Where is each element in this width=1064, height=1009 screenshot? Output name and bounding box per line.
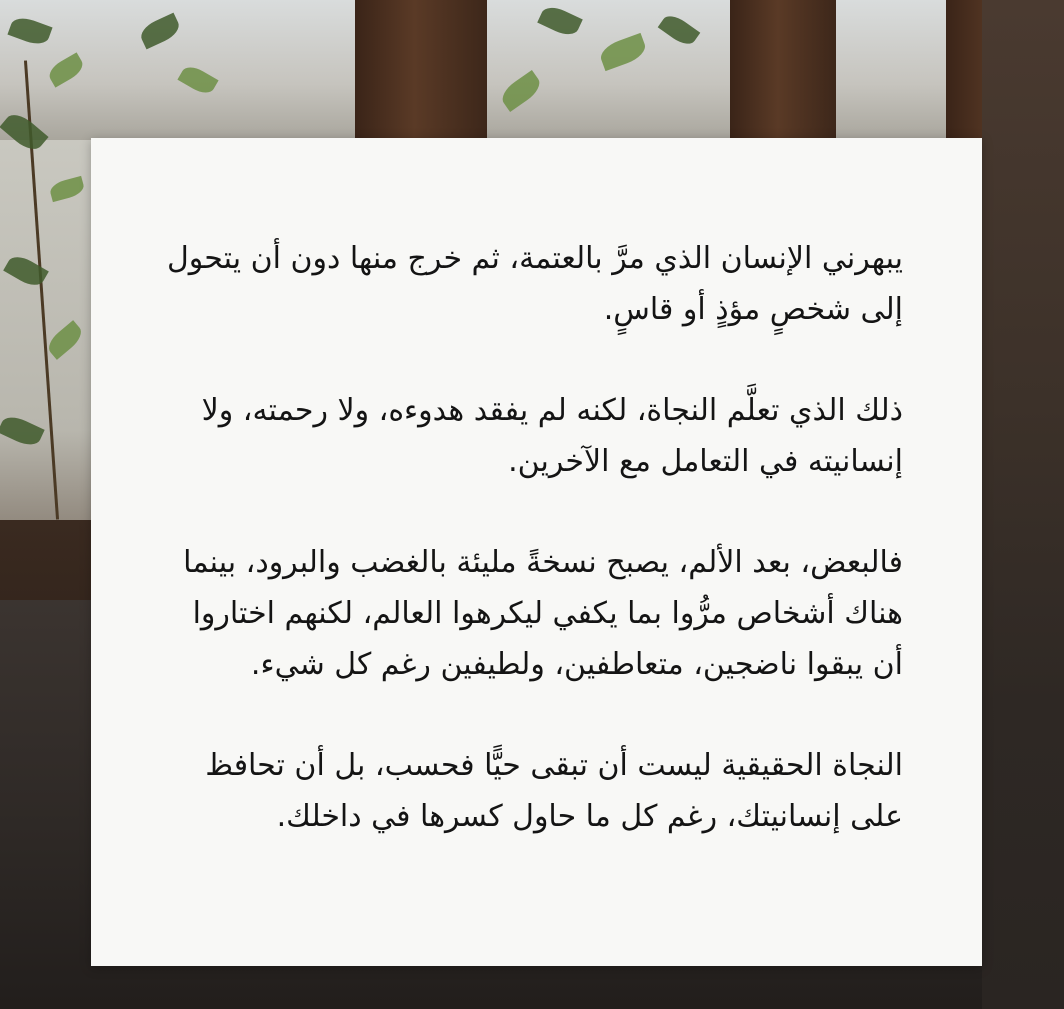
window-frame [730, 0, 836, 140]
window-pane-right [836, 0, 946, 140]
quote-paragraph-3: فالبعض، بعد الألم، يصبح نسخةً مليئة بالغضب والبرود، بينما هناك أشخاص مرُّوا بما يكفي ليكرهوا العالم، لكنهم اختاروا أن يبقوا ناضجين، متعاطفين، ولطيفين رغم كل شيء. [183, 545, 903, 682]
quote-paragraph-1: يبهرني الإنسان الذي مرَّ بالعتمة، ثم خرج منها دون أن يتحول إلى شخصٍ مؤذٍ أو قاسٍ. [167, 241, 903, 327]
quote-paragraph-4: النجاة الحقيقية ليست أن تبقى حيًّا فحسب، بل أن تحافظ على إنسانيتك، رغم كل ما حاول كسرها في داخلك. [205, 748, 903, 834]
quote-paragraph-2: ذلك الذي تعلَّم النجاة، لكنه لم يفقد هدوءه، ولا رحمته، ولا إنسانيته في التعامل مع الآخرين. [201, 393, 903, 479]
window-frame [355, 0, 487, 140]
quote-text [161, 233, 903, 842]
right-wall [982, 0, 1064, 1009]
